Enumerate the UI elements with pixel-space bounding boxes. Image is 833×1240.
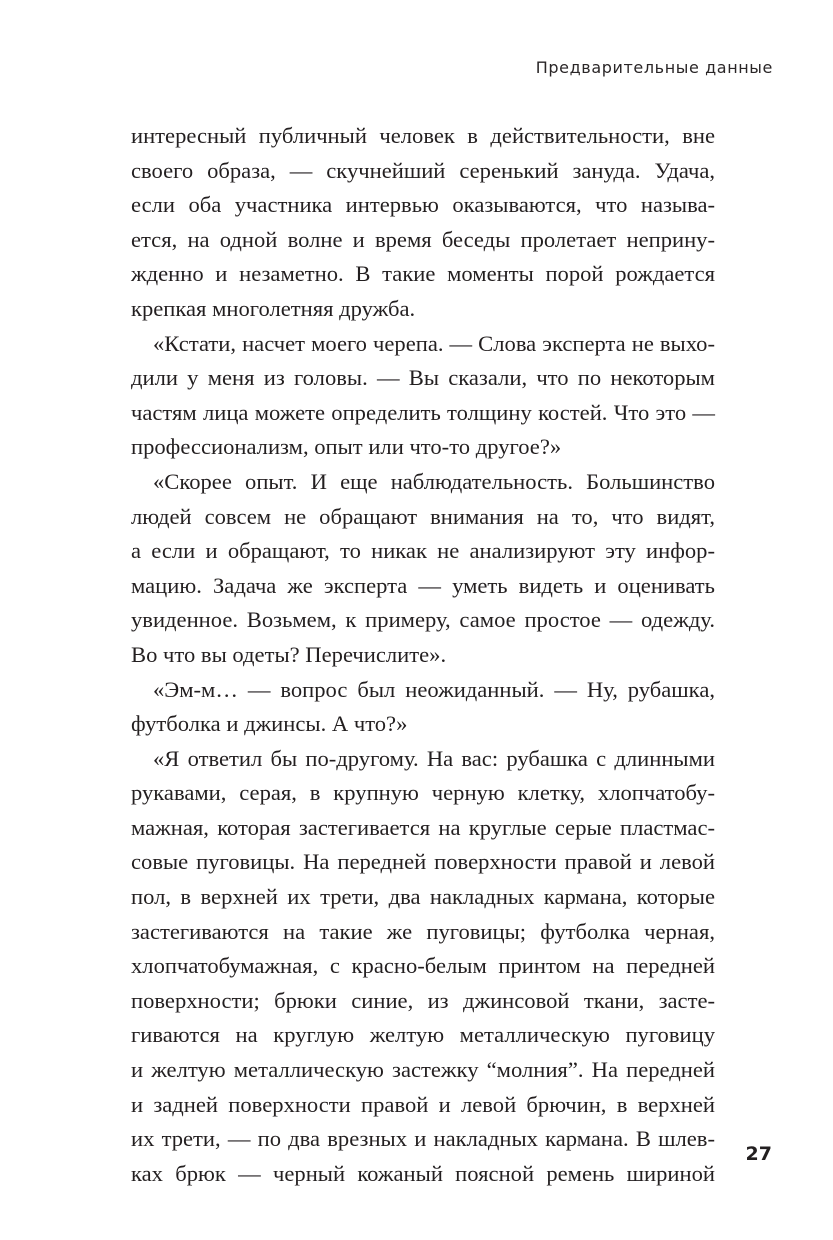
text-line: и желтую металлическую застежку “молния”. На передней	[131, 1057, 715, 1083]
text-line: их трети, — по два врезных и накладных кармана. В шлев-	[131, 1126, 715, 1152]
text-line: людей совсем не обращают внимания на то, что видят,	[131, 503, 715, 529]
text-line: интересный публичный человек в действительности, вне	[131, 123, 715, 148]
text-line: крепкая многолетняя дружба.	[131, 295, 416, 321]
text-line: если оба участника интервью оказываются, что называ-	[131, 192, 715, 218]
text-line: хлопчатобумажная, с красно-белым принтом на передней	[131, 953, 715, 979]
text-line: жденно и незаметно. В такие моменты порой рождается	[131, 261, 715, 287]
text-line: увиденное. Возьмем, к примеру, самое простое — одежду.	[131, 607, 715, 633]
text-line: а если и обращают, то никак не анализируют эту инфор-	[131, 538, 715, 564]
running-head: Предварительные данные	[535, 58, 773, 77]
text-line: совые пуговицы. На передней поверхности правой и левой	[131, 849, 715, 875]
text-line: «Скорее опыт. И еще наблюдательность. Большинство	[153, 468, 715, 494]
text-line: пол, в верхней их трети, два накладных кармана, которые	[131, 884, 715, 910]
text-line: дили у меня из головы. — Вы сказали, что по некоторым	[131, 365, 715, 391]
text-line: «Я ответил бы по-другому. На вас: рубашка с длинными	[153, 745, 715, 771]
text-line: профессионализм, опыт или что-то другое?»	[131, 434, 562, 460]
text-line: поверхности; брюки синие, из джинсовой ткани, засте-	[131, 987, 715, 1013]
text-line: мацию. Задача же эксперта — уметь видеть и оценивать	[131, 572, 715, 598]
text-line: частям лица можете определить толщину костей. Что это —	[131, 399, 715, 425]
text-line: застегиваются на такие же пуговицы; футболка черная,	[131, 918, 715, 944]
text-line: гиваются на круглую желтую металлическую пуговицу	[131, 1022, 715, 1048]
text-line: своего образа, — скучнейший серенький зануда. Удача,	[131, 157, 715, 183]
page-number: 27	[745, 1143, 772, 1165]
body-text	[131, 119, 715, 1191]
text-line: «Эм-м… — вопрос был неожиданный. — Ну, рубашка,	[153, 676, 715, 702]
text-line: ется, на одной волне и время беседы пролетает неприну-	[131, 226, 715, 252]
text-line: рукавами, серая, в крупную черную клетку, хлопчатобу-	[131, 780, 715, 806]
text-line: мажная, которая застегивается на круглые серые пластмас-	[131, 814, 715, 840]
text-line: Во что вы одеты? Перечислите».	[131, 641, 447, 667]
text-line: футболка и джинсы. А что?»	[131, 711, 408, 737]
text-line: «Кстати, насчет моего черепа. — Слова эксперта не выхо-	[153, 330, 715, 356]
text-line: и задней поверхности правой и левой брючин, в верхней	[131, 1091, 715, 1117]
text-line: ках брюк — черный кожаный поясной ремень шириной	[131, 1160, 715, 1186]
